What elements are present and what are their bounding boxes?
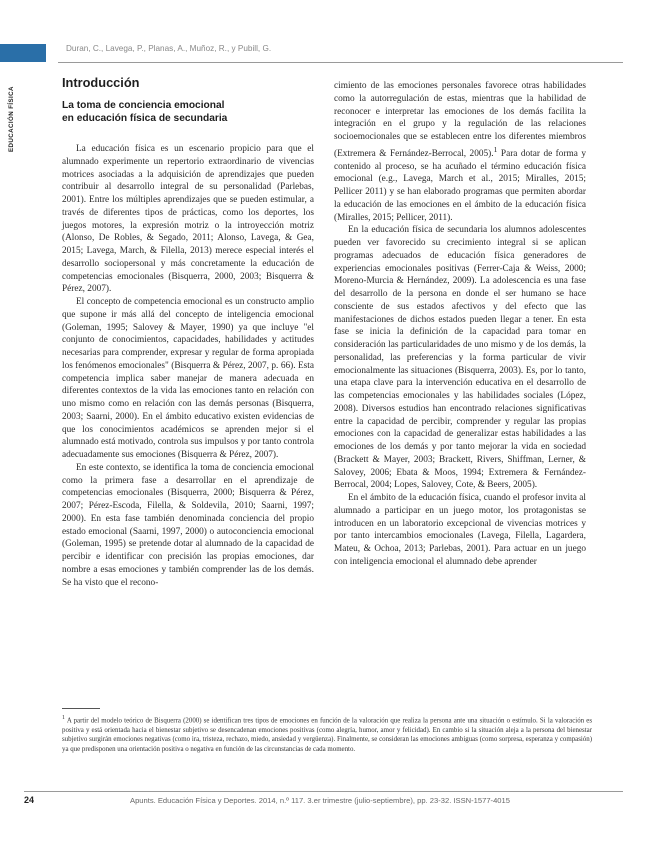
section-side-label: EDUCACIÓN FÍSICA [8, 86, 15, 152]
paragraph: En el ámbito de la educación física, cuando el profesor invita al alumnado a participar en un juego motor, los protagonistas se introducen en un laboratorio excepcional de vivencias motrices y por tanto intercambios emocionales (Lavega, Filella, Lagardera, Mateu, & Ochoa, 2013; Parlebas, 2001). Para actuar en un juego con inteligencia emocional el alumnado debe aprender [334, 493, 586, 567]
footnote-text: A partir del modelo teórico de Bisquerra (2000) se identifican tres tipos de emociones en función de la valoración que realiza la persona ante una situación o estímulo. Si la valoración es positiva y está orientada hacia el bienestar subjetivo se desencadenan emociones positivas (como alegría, humor, amor y felicidad). En cambio si la situación aleja a la persona del bienestar subjetivo surgirán emociones negativas (como ira, tristeza, rechazo, miedo, ansiedad y vergüenza). Finalmente, se consideran las emociones ambiguas (como sorpresa, esperanza y compasión) ya que predisponen una orientación positiva o negativa en función de las circunstancias de cada momento. [62, 717, 593, 753]
footer-divider [24, 791, 623, 792]
paragraph-text: cimiento de las emociones personales favorece otras habilidades como la autorregulación de estas, mientras que la habilidad de reconocer e interpretar las emociones de los demás facilita la integración en el grupo y la regulación de las relaciones socioemocionales que se establecen entre los diferentes miembros (Extremera & Fernández-Berrocal, 2005). [334, 81, 586, 159]
section-title: Introducción [62, 75, 140, 90]
subsection-title [62, 99, 314, 125]
running-header-authors: Duran, C., Lavega, P., Planas, A., Muñoz, R., y Pubill, G. [66, 44, 272, 53]
right-column [334, 80, 586, 569]
footnote-divider [62, 708, 100, 709]
header-divider [58, 62, 623, 63]
journal-citation: Apunts. Educación Física y Deportes. 2014, n.º 117. 3.er trimestre (julio-septiembre), pp. 23-32. ISSN-1577-4015 [130, 796, 510, 805]
section-color-tab [0, 44, 46, 62]
paragraph-continued [334, 80, 586, 224]
subsection-title-line2: en educación física de secundaria [62, 113, 228, 124]
paragraph: El concepto de competencia emocional es un constructo amplio que supone ir más allá del concepto de inteligencia emocional (Goleman, 1995; Salovey & Mayer, 1990) ya que incluye "el conjunto de conocimientos, capacidades, habilidades y actitudes necesarias para comprender, expresar y regular de forma apropiada los fenómenos emocionales" (Bisquerra & Pérez, 2007, p. 66). Esta competencia implica saber manejar de manera adecuada en diferentes contextos de la vida las emociones tanto en relación con uno mismo como en relación con las demás personas (Bisquerra, 2003; Saarni, 2000). En el ámbito educativo existen evidencias de que los conocimientos académicos se aprenden mejor si el alumnado está motivado, controla sus impulsos y por tanto controla adecuadamente sus emociones (Bisquerra & Pérez, 2007). [62, 297, 314, 460]
paragraph: En la educación física de secundaria los alumnos adolescentes pueden ver favorecido su crecimiento integral si se aplican programas adecuados de educación física generadores de experiencias emocionales positivas (Ferrer-Caja & Weiss, 2000; Moreno-Murcia & Hernández, 2009). La adolescencia es una fase del desarrollo de la persona en donde el ser humano se hace consciente de sus estados afectivos y del efecto que las manifestaciones de dichos estados pueden llegar a tener. En esta fase se inicia la definición de la capacidad para tomar en consideración las particularidades de uno mismo y de los demás, la personalidad, las preferencias y la forma particular de vivir emocionalmente las situaciones (Bisquerra, 2003). Es, por lo tanto, una etapa clave para la intervención educativa en el desarrollo de las competencias emocionales y las habilidades sociales (López, 2008). Diversos estudios han encontrado relaciones significativas entre la capacidad de percibir, comprender y regular las propias emociones con la capacidad de generalizar estas habilidades a las emociones de los demás y por tanto mejorar la vida en sociedad (Brackett & Mayer, 2003; Brackett, Rivers, Shiffman, Lerner, & Salovey, 2006; Ebata & Moos, 1994; Extremera & Fernández-Berrocal, 2004; Lopes, Salovey, Cote, & Beers, 2005). [334, 225, 586, 491]
paragraph: La educación física es un escenario propicio para que el alumnado experimente un repertorio extraordinario de vivencias motrices asociadas a la adquisición de aprendizajes que pueden contribuir al desarrollo integral de su personalidad (Parlebas, 2001). Entre los múltiples aprendizajes que se pueden estimular, a través de diferentes tipos de prácticas, como los deportes, los juegos motores, la expresión motriz o la introyección motriz (Alonso, De Robles, & Segado, 2011; Alonso, Lavega, & Gea, 2015; Lavega, March, & Filella, 2013) merece especial interés el desarrollo sociopersonal y más concretamente la educación de competencias emocionales (Bisquerra, 2000, 2003; Bisquerra & Pérez, 2007). [62, 144, 314, 295]
footnote [62, 714, 592, 754]
subsection-title-line1: La toma de conciencia emocional [62, 100, 225, 111]
paragraph: En este contexto, se identifica la toma de conciencia emocional como la primera fase a desarrollar en el aprendizaje de competencias emocionales (Bisquerra, 2000; Bisquerra & Pérez, 2007; Pérez-Escoda, Filella, & Soldevila, 2010; Saarni, 1997; 2000). En esta fase también denominada conciencia del propio estado emocional (Saarni, 1997, 2000) o autoconciencia emocional (Goleman, 1995) se pretende dotar al alumnado de la capacidad de percibir e identificar con precisión las propias emociones, dar nombre a esas emociones y también comprender las de los demás. Se ha visto que el recono- [62, 462, 314, 588]
footnote-reference[interactable]: 1 [493, 144, 498, 154]
footnote-number: 1 [62, 715, 65, 721]
paragraph-text: Para dotar de forma y contenido al proceso, se ha acuñado el término educación física emocional (e.g., Lavega, March et al., 2015; Miralles, 2015; Pellicer 2011) y se han elaborado programas que permiten abordar la educación de las emociones en el ámbito de la educación física (Miralles, 2015; Pellicer, 2011). [334, 148, 586, 223]
page-number: 24 [24, 795, 35, 805]
left-column [62, 76, 314, 589]
